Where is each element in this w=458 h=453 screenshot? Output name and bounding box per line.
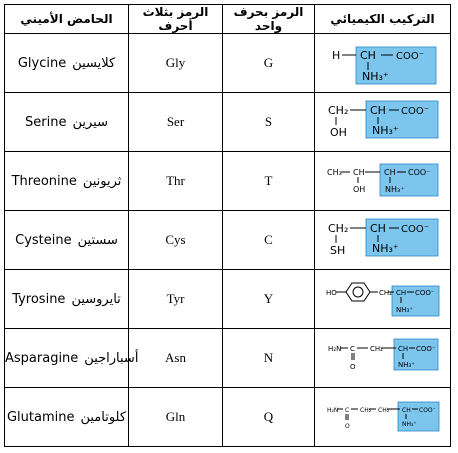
alpha-carbon: CH [369, 104, 386, 117]
side-chain-ch2: CH₂ [327, 104, 348, 117]
amino-arabic: سستين [77, 232, 118, 248]
table-header-row [5, 5, 451, 34]
amino-english: Glutamine [6, 409, 75, 425]
three-letter-cell: Gly [129, 34, 223, 93]
side-chain-oh: OH [329, 126, 347, 139]
amino-arabic: سيرين [72, 114, 108, 130]
aromatic-circle [353, 287, 363, 297]
amino-english: Glycine [17, 55, 67, 71]
structure-cell [315, 93, 451, 152]
side-chain-ch2: CH₂ [327, 222, 348, 235]
amino-english: Threonine [11, 173, 77, 189]
amino-arabic: أسباراجين [84, 350, 139, 366]
header-amino-acid: الحامض الأميني [5, 5, 129, 34]
alpha-carbon: CH [383, 168, 396, 177]
amino-acid-cell [5, 270, 129, 329]
carboxyl-group: COO⁻ [400, 224, 429, 235]
amino-group: NH₃⁺ [371, 124, 399, 137]
side-chain-h2n: H₂N [326, 407, 338, 414]
carboxyl-group: COO⁻ [418, 407, 436, 414]
table-row [5, 270, 451, 329]
three-letter-cell: Thr [129, 152, 223, 211]
structure-cell [315, 329, 451, 388]
amino-group: NH₃⁺ [384, 185, 404, 194]
amino-acid-cell [5, 211, 129, 270]
side-chain-ch2: CH₂ [359, 407, 371, 414]
benzene-ring-icon [346, 283, 370, 301]
alpha-carbon: CH [369, 222, 386, 235]
structure-cell [315, 152, 451, 211]
tyrosine-structure-diagram [326, 270, 440, 328]
side-chain-oh: OH [352, 185, 365, 194]
amino-english: Asparagine [5, 350, 79, 366]
one-letter-cell: N [223, 329, 315, 388]
structure-cell [315, 270, 451, 329]
structure-cell [315, 211, 451, 270]
side-chain-carbon: C [349, 345, 355, 353]
header-structure: التركيب الكيميائي [315, 5, 451, 34]
one-letter-cell: Y [223, 270, 315, 329]
amino-arabic: تايروسين [71, 291, 121, 307]
amino-group: NH₃⁺ [361, 70, 389, 83]
side-chain-sh: SH [329, 244, 345, 257]
table-row [5, 211, 451, 270]
side-chain-ch2: CH₂ [377, 407, 389, 414]
amino-group: NH₃⁺ [371, 242, 399, 255]
cysteine-structure-diagram [326, 211, 440, 269]
three-letter-cell: Asn [129, 329, 223, 388]
amino-english: Tyrosine [12, 291, 66, 307]
asparagine-structure-diagram [326, 329, 440, 387]
table-row [5, 152, 451, 211]
carboxyl-group: COO⁻ [414, 289, 435, 297]
table-row [5, 34, 451, 93]
side-chain-carbon: C [344, 407, 349, 414]
glycine-structure-diagram [326, 34, 440, 92]
amino-arabic: كلايسين [72, 55, 116, 71]
amino-group: NH₃⁺ [401, 421, 417, 428]
carboxyl-group: COO⁻ [407, 168, 430, 177]
structure-cell [315, 388, 451, 447]
amino-acid-cell [5, 152, 129, 211]
alpha-carbon: CH [395, 289, 406, 297]
amino-acid-cell [5, 329, 139, 388]
amino-acid-cell [5, 34, 129, 93]
three-letter-cell: Ser [129, 93, 223, 152]
alpha-carbon: CH [401, 407, 411, 414]
side-chain-oxygen: O [349, 363, 356, 371]
three-letter-cell: Gln [129, 388, 223, 447]
side-chain-ch2: CH₂ [369, 345, 383, 353]
carboxyl-group: COO⁻ [415, 345, 436, 353]
side-chain-ho: HO [325, 289, 337, 297]
amino-group: NH₃⁺ [395, 306, 413, 314]
structure-cell [315, 34, 451, 93]
header-one-letter: الرمز بحرف واحد [223, 5, 315, 34]
alpha-carbon: CH [397, 345, 408, 353]
alpha-carbon: CH [359, 49, 376, 62]
one-letter-cell: Q [223, 388, 315, 447]
three-letter-cell: Cys [129, 211, 223, 270]
table-row [5, 329, 451, 388]
side-chain-oxygen: O [344, 423, 350, 430]
side-chain-h: H [331, 49, 340, 62]
one-letter-cell: S [223, 93, 315, 152]
amino-english: Serine [25, 114, 67, 130]
three-letter-cell: Tyr [129, 270, 223, 329]
amino-english: Cysteine [15, 232, 72, 248]
serine-structure-diagram [326, 93, 440, 151]
amino-group: NH₃⁺ [397, 361, 415, 369]
table-row [5, 388, 451, 447]
carboxyl-group: COO⁻ [400, 106, 429, 117]
one-letter-cell: T [223, 152, 315, 211]
header-three-letter: الرمز بثلاث أحرف [129, 5, 223, 34]
one-letter-cell: C [223, 211, 315, 270]
side-chain-ch: CH [352, 168, 365, 177]
side-chain-ch3: CH₃ [326, 168, 342, 177]
carboxyl-group: COO⁻ [395, 51, 424, 62]
threonine-structure-diagram [326, 152, 440, 210]
amino-acid-cell [5, 93, 129, 152]
glutamine-structure-diagram [326, 388, 440, 446]
amino-arabic: ثريونين [82, 173, 122, 189]
side-chain-h2n: H₂N [327, 345, 341, 353]
amino-acid-table [4, 4, 451, 447]
amino-arabic: كلوتامين [80, 409, 127, 425]
amino-acid-cell [5, 388, 129, 447]
table-row [5, 93, 451, 152]
side-chain-ch2: CH₂ [378, 289, 392, 297]
one-letter-cell: G [223, 34, 315, 93]
